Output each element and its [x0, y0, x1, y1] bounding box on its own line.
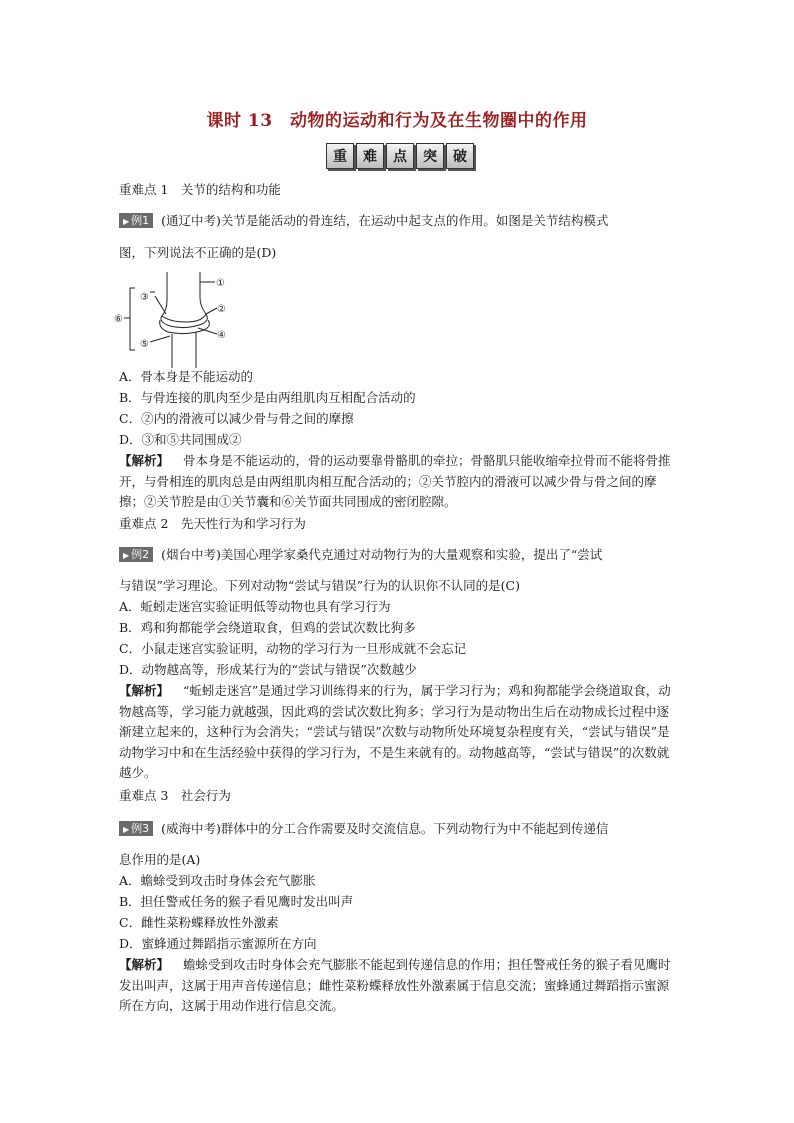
banner-char: 点: [386, 143, 414, 169]
option: D．③和⑤共同围成②: [119, 432, 242, 447]
example-tag: ▶ 例2: [119, 547, 153, 562]
option: B．担任警戒任务的猴子看见鹰时发出叫声: [119, 894, 354, 909]
option: A．骨本身是不能运动的: [119, 369, 254, 384]
example-1-line1: ▶ 例1 (通辽中考)关节是能活动的骨连结，在运动中起支点的作用。如图是关节结构模式: [119, 212, 608, 230]
option: C．②内的滑液可以减少骨与骨之间的摩擦: [119, 411, 354, 426]
section-heading-1: 重难点 1 关节的结构和功能: [119, 182, 281, 197]
analysis-2: 【解析】 “蚯蚓走迷宫”是通过学习训练得来的行为，属于学习行为；鸡和狗都能学会绕道取食，动物越高等，学习能力就越强，因此鸡的尝试次数比狗多；学习行为是动物出生后在动物成长过程中逐渐建立起来的，这种行为会消失；“尝试与错误”次数与动物所处环境复杂程度有关，“尝试与错误”是动物学习中和在生活经验中获得的学习行为，不是生来就有的。动物越高等，“尝试与错误”的次数就越少。: [119, 683, 671, 780]
analysis-label: 【解析】: [119, 453, 170, 468]
example-2-line2: 与错误”学习理论。下列对动物“尝试与错误”行为的认识你不认同的是(C): [119, 578, 520, 593]
page-title: 课时 13 动物的运动和行为及在生物圈中的作用: [206, 111, 588, 131]
option: B．与骨连接的肌肉至少是由两组肌肉互相配合活动的: [119, 390, 416, 405]
example-3-line2: 息作用的是(A): [119, 852, 201, 867]
example-tag: ▶ 例3: [119, 821, 153, 836]
option: C．小鼠走迷宫实验证明，动物的学习行为一旦形成就不会忘记: [119, 641, 467, 656]
banner-char: 突: [416, 143, 444, 169]
joint-diagram: [110, 270, 240, 370]
section-heading-2: 重难点 2 先天性行为和学习行为: [119, 516, 306, 531]
banner-char: 难: [356, 143, 384, 169]
example-1-line2: 图，下列说法不正确的是(D): [119, 245, 277, 260]
banner-char: 重: [326, 143, 354, 169]
diagram-label-4: ④: [217, 330, 226, 341]
diagram-label-1: ①: [216, 278, 225, 289]
analysis-1: 【解析】 骨本身是不能运动的，骨的运动要靠骨骼肌的牵拉；骨骼肌只能收缩牵拉骨而不能将骨推开，与骨相连的肌肉总是由两组肌肉相互配合活动的；②关节腔内的滑液可以减少骨与骨之间的摩擦；②关节腔是由①关节囊和⑥关节面共同围成的密闭腔隙。: [119, 453, 671, 509]
analysis-label: 【解析】: [119, 683, 170, 698]
option: B．鸡和狗都能学会绕道取食，但鸡的尝试次数比狗多: [119, 620, 416, 635]
example-tag: ▶ 例1: [119, 213, 153, 228]
diagram-label-3: ③: [140, 292, 149, 303]
option: A．蟾蜍受到攻击时身体会充气膨胀: [119, 873, 316, 888]
analysis-3: 【解析】 蟾蜍受到攻击时身体会充气膨胀不能起到传递信息的作用；担任警戒任务的猴子看见鹰时发出叫声，这属于用声音传递信息；雌性菜粉蝶释放性外激素属于信息交流；蜜蜂通过舞蹈指示蜜源所在方向，这属于用动作进行信息交流。: [119, 957, 671, 1013]
diagram-label-5: ⑤: [140, 339, 149, 350]
section-banner: [326, 143, 476, 171]
option: A．蚯蚓走迷宫实验证明低等动物也具有学习行为: [119, 599, 391, 614]
example-3-line1: ▶ 例3 (威海中考)群体中的分工合作需要及时交流信息。下列动物行为中不能起到传递信: [119, 820, 608, 838]
analysis-label: 【解析】: [119, 957, 170, 972]
option: C．雌性菜粉蝶释放性外激素: [119, 915, 279, 930]
banner-char: 破: [446, 143, 474, 169]
section-heading-3: 重难点 3 社会行为: [119, 788, 231, 803]
option: D．蜜蜂通过舞蹈指示蜜源所在方向: [119, 936, 317, 951]
diagram-label-6: ⑥: [114, 314, 123, 325]
example-2-line1: ▶ 例2 (烟台中考)美国心理学家桑代克通过对动物行为的大量观察和实验，提出了“尝试: [119, 546, 602, 564]
diagram-label-2: ②: [217, 304, 226, 315]
option: D．动物越高等，形成某行为的“尝试与错误”次数越少: [119, 662, 417, 677]
